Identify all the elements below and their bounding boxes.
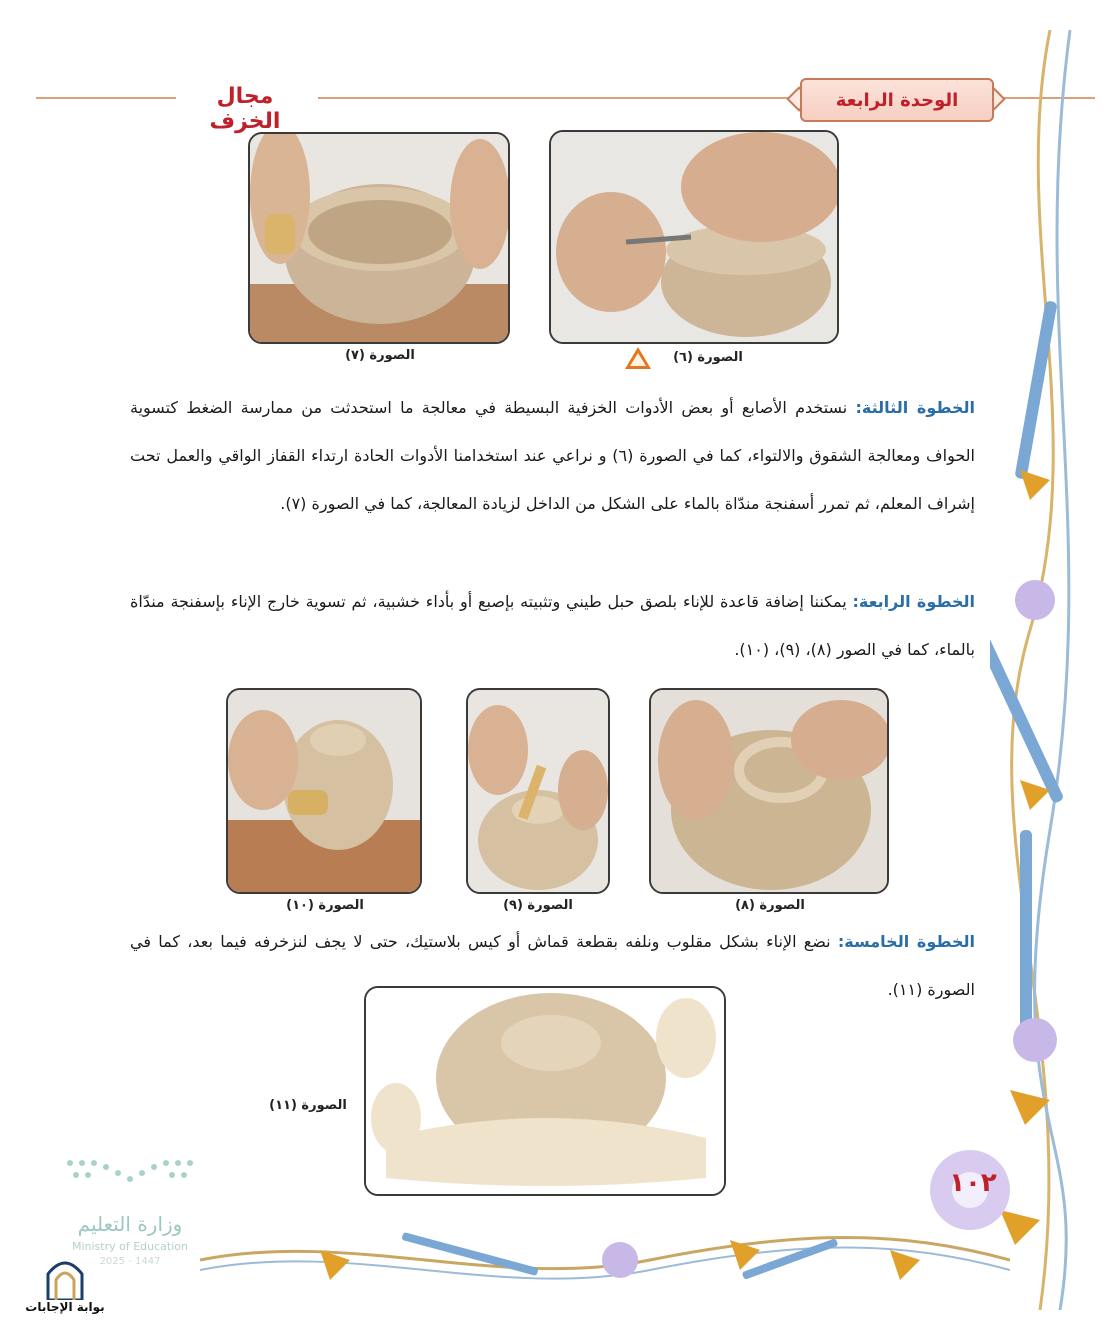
- caption-11: الصورة (١١): [269, 1098, 347, 1113]
- step-3-paragraph: [130, 384, 975, 528]
- caption-9: الصورة (٩): [503, 898, 573, 913]
- unit-title: الوحدة الرابعة: [835, 89, 959, 111]
- ministry-name-arabic: وزارة التعليم: [77, 1212, 183, 1236]
- ministry-name-english: Ministry of Education: [71, 1240, 188, 1253]
- page-number: ١٠٢: [949, 1168, 997, 1198]
- unit-badge: [800, 78, 994, 122]
- bowl-tool-image: [551, 132, 837, 342]
- step-4-text: يمكننا إضافة قاعدة للإناء بلصق حبل طيني وتثبيته بإصبع أو بأداء خشبية، ثم تسوية خارج الإناء بإسفنجة مندّاة بالماء، كما في الصور (٨)، (٩)، (١٠).: [130, 592, 975, 659]
- step-5-text: نضع الإناء بشكل مقلوب ونلفه بقطعة قماش أو كيس بلاستيك، حتى لا يجف لنزخرفه فيما بعد، كما في الصورة (١١).: [130, 932, 975, 999]
- bottom-floral-decoration: [200, 1220, 1010, 1300]
- photo-11: [364, 986, 726, 1196]
- answers-portal-logo-icon: [44, 1256, 86, 1300]
- floral-border-decoration: [990, 30, 1107, 1310]
- header-rule-middle: [318, 97, 788, 99]
- photo-9: [466, 688, 610, 894]
- photo-6: [549, 130, 839, 344]
- step-3-text: نستخدم الأصابع أو بعض الأدوات الخزفية البسيطة في معالجة ما استحدثت من ممارسة الضغط كتسوية الحواف ومعالجة الشقوق والالتواء، كما في الصورة (٦) و نراعي عند استخدامنا الأدوات الحادة ارتداء القفاز الواقي والعمل تحت إشراف المعلم، ثم تمرر أسفنجة مندّاة بالماء على الشكل من الداخل لزيادة المعالجة، كما في الصورة (٧).: [130, 398, 975, 513]
- caption-10: الصورة (١٠): [286, 898, 364, 913]
- caption-8: الصورة (٨): [735, 898, 805, 913]
- photo-7: [248, 132, 510, 344]
- wrapped-bowl-image: [366, 988, 724, 1194]
- caption-6: الصورة (٦): [673, 350, 743, 365]
- ministry-logo-icon: [60, 1155, 200, 1195]
- step-4-label: الخطوة الرابعة:: [852, 592, 975, 611]
- bowl-base-sponge-image: [228, 690, 420, 892]
- warning-icon: [625, 347, 651, 369]
- step-4-paragraph: [130, 578, 975, 674]
- field-title: مجال الخزف: [209, 84, 281, 134]
- photo-10: [226, 688, 422, 894]
- caption-7: الصورة (٧): [345, 348, 415, 363]
- bowl-sponge-image: [250, 134, 508, 342]
- ministry-year: 2025 - 1447: [99, 1256, 161, 1267]
- bowl-wood-tool-image: [468, 690, 608, 892]
- photo-8: [649, 688, 889, 894]
- bowl-coil-base-image: [651, 690, 887, 892]
- header-rule-left: [36, 97, 176, 99]
- answers-portal-label: بوابة الإجابات: [25, 1300, 105, 1314]
- step-5-label: الخطوة الخامسة:: [837, 932, 975, 951]
- step-3-label: الخطوة الثالثة:: [855, 398, 976, 417]
